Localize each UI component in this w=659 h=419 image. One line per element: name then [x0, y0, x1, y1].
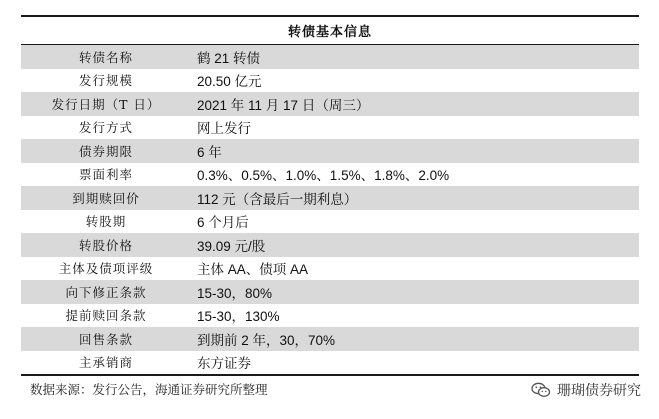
row-value: 东方证券 — [197, 356, 251, 372]
row-value: 到期前 2 年，30，70% — [197, 332, 336, 348]
row-value: 15-30，130% — [197, 309, 280, 325]
table-row — [21, 280, 639, 304]
table-row — [21, 92, 639, 116]
row-value: 15-30，80% — [197, 285, 273, 301]
table-row — [21, 210, 639, 234]
table-body — [21, 45, 639, 376]
row-label: 发行规模 — [78, 73, 133, 89]
row-value: 2021 年 11 月 17 日（周三） — [197, 97, 370, 113]
table-row — [21, 304, 639, 328]
row-label: 债券期限 — [78, 143, 133, 159]
row-label: 回售条款 — [78, 331, 133, 347]
row-label: 发行日期（T 日） — [51, 96, 161, 112]
table-row — [21, 257, 639, 281]
table-row — [21, 186, 639, 210]
row-value: 6 个月后 — [197, 215, 249, 231]
watermark — [531, 380, 641, 400]
row-value: 20.50 亿元 — [197, 74, 262, 90]
row-label: 转债名称 — [78, 49, 133, 65]
row-value: 6 年 — [197, 144, 222, 160]
row-value: 鹤 21 转债 — [197, 50, 261, 66]
wechat-icon — [531, 382, 551, 398]
row-value: 0.3%、0.5%、1.0%、1.5%、1.8%、2.0% — [197, 168, 450, 184]
bond-info-table — [21, 15, 639, 376]
watermark-text: 珊瑚债券研究 — [557, 383, 641, 399]
table-row — [21, 116, 639, 140]
table-row — [21, 139, 639, 163]
row-label: 主承销商 — [78, 355, 133, 371]
row-label: 转股价格 — [78, 237, 133, 253]
table-row — [21, 45, 639, 69]
row-label: 到期赎回价 — [72, 190, 140, 206]
row-label: 向下修正条款 — [65, 284, 147, 300]
table-row — [21, 233, 639, 257]
row-label: 票面利率 — [78, 167, 133, 183]
row-label: 提前赎回条款 — [65, 308, 147, 324]
table-row — [21, 69, 639, 93]
row-label: 转股期 — [85, 214, 127, 230]
table-title: 转债基本信息 — [21, 15, 639, 45]
row-label: 主体及债项评级 — [58, 261, 154, 277]
table-row — [21, 163, 639, 187]
table-row — [21, 327, 639, 351]
source-note: 数据来源：发行公告，海通证券研究所整理 — [30, 382, 268, 397]
row-value: 112 元（含最后一期利息） — [197, 191, 358, 207]
table-row — [21, 351, 639, 375]
row-value: 39.09 元/股 — [197, 238, 266, 254]
row-label: 发行方式 — [78, 120, 133, 136]
row-value: 网上发行 — [197, 121, 251, 137]
row-value: 主体 AA、债项 AA — [197, 262, 309, 278]
